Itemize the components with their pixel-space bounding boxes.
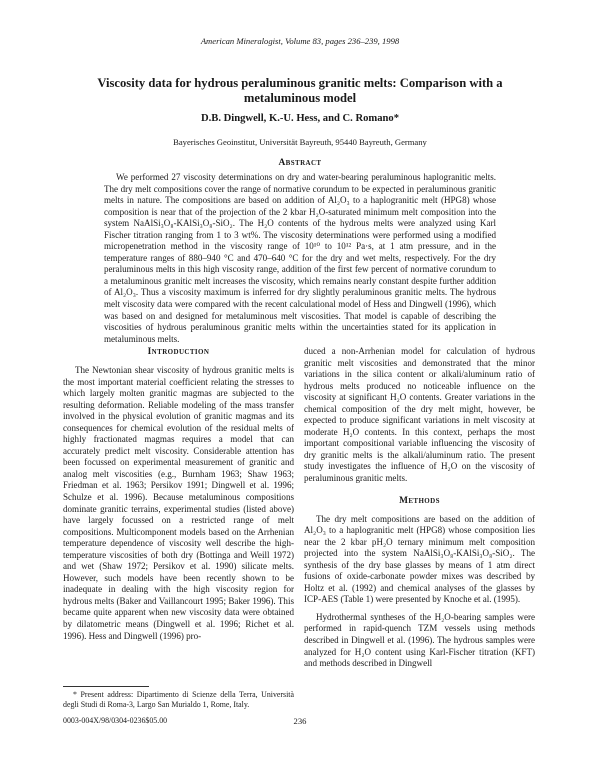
introduction-heading: Introduction	[147, 347, 210, 357]
methods-paragraph-2: Hydrothermal syntheses of the H₂O-bearing samples were performed in rapid-quench TZM vessels using methods described in Dingwell et al. (1996). The hydrous samples were analyzed for H₂O content using Karl-Fischer titration (KFT) and methods described in Dingwell	[304, 611, 535, 669]
page-number: 236	[293, 716, 307, 726]
footnote: * Present address: Dipartimento di Scienze della Terra, Università degli Studi di Roma-3, Largo San Murialdo 1, Rome, Italy.	[63, 690, 294, 709]
abstract-heading: Abstract	[278, 158, 322, 168]
introduction-continued-paragraph: duced a non-Arrhenian model for calculation of hydrous granitic melt viscosities and demonstrated that the minor variations in the silica content or alkali/aluminum ratio of hydrous melts produced no noticeable influence on the viscosity at significant H₂O contents. Greater variations in the chemical composition of the dry melt might, however, be expected to produce significant variations in melt viscosity at moderate H₂O contents. In this context, perhaps the most important compositional variable influencing the viscosity of dry granitic melts is the alkali/aluminum ratio. The present study investigates the influence of H₂O on the viscosity of peraluminous granitic melts.	[304, 346, 535, 484]
methods-paragraph-1: The dry melt compositions are based on the addition of Al₂O₃ to a haplogranitic melt (HPG8) whose composition lies near the 2 kbar pH₂O ternary minimum melt composition projected into the system NaAlSi₃O₈-KAlSi₃O₈-SiO₂. The synthesis of the dry base glasses by means of 1 atm direct fusions of oxide-carbonate powder mixes was described by Holtz et al. (1992) and chemical analyses of the glasses by ICP-AES (Table 1) were presented by Knoche et al. (1995).	[304, 513, 535, 605]
journal-header: American Mineralogist, Volume 83, pages 236–239, 1998	[200, 36, 400, 46]
author-list: D.B. Dingwell, K.-U. Hess, and C. Romano*	[200, 113, 400, 124]
footnote-divider	[63, 686, 149, 687]
copyright-line: 0003-004X/98/0304-0236$05.00	[63, 716, 168, 725]
author-affiliation: Bayerisches Geoinstitut, Universität Bayreuth, 95440 Bayreuth, Germany	[173, 137, 427, 147]
methods-heading: Methods	[399, 495, 440, 506]
article-title: Viscosity data for hydrous peraluminous granitic melts: Comparison with a metaluminous model	[97, 76, 503, 105]
right-column	[304, 346, 535, 670]
abstract-text: We performed 27 viscosity determinations on dry and water-bearing peraluminous haplogranitic melts. The dry melt compositions cover the range of normative corundum to be expected in peraluminous granitic melts in nature. The compositions are based on addition of Al₂O₃ to a haplogranitic melt (HPG8) whose composition is near that of the projection of the 2 kbar H₂O-saturated minimum melt composition into the system NaAlSi₃O₈-KAlSi₃O₈-SiO₂. The H₂O contents of the hydrous melts were analyzed using Karl Fischer titration ranging from 1 to 3 wt%. The viscosity determinations were performed using a modified micropenetration method in the viscosity range of 10¹⁰ to 10¹² Pa·s, at 1 atm pressure, and in the temperature ranges of 880–940 °C and 470–640 °C for the dry and wet melts, respectively. For the dry peraluminous melts in this high viscosity range, addition of the first few percent of normative corundum to a metaluminous granitic melt increases the viscosity, which remains nearly constant despite further addition of Al₂O₃. Thus a viscosity maximum is inferred for dry slightly peraluminous granitic melts. The hydrous melt viscosity data were compared with the recent calculational model of Hess and Dingwell (1996), which was based on and designed for metaluminous melt viscosities. That model is capable of describing the viscosities of hydrous peraluminous granitic melts within the uncertainties stated for its application in metaluminous melts.	[104, 172, 496, 344]
introduction-paragraph: The Newtonian shear viscosity of hydrous granitic melts is the most important material coefficient relating the stresses to which largely molten granitic magmas are subjected to the resulting deformation. Reliable modeling of the mass transfer involved in the physical evolution of granitic magmas and its consequences for chemical evolution of the residual melts of highly fractionated magmas requires a model that can accurately predict melt viscosity. Considerable attention has been focussed on experimental measurement of granitic and analog melt viscosities (e.g., Burnham 1963; Shaw 1963; Friedman et al. 1963; Persikov 1991; Dingwell et al. 1996; Schulze et al. 1996). Because metaluminous compositions dominate granitic terrains, experimental studies (listed above) have largely focussed on a restricted range of melt compositions. Multicomponent models based on the Arrhenian temperature dependence of viscosity well describe the high-temperature viscosities of both dry (Bottinga and Weill 1972) and wet (Shaw 1972; Persikov et al. 1990) silicate melts. However, such models have been recently shown to be inadequate in dealing with the high viscosity region for hydrous melts (Baker and Vaillancourt 1995; Baker 1996). This became quite apparent when new viscosity data were obtained by dilatometric means (Dingwell et al. 1996; Richet et al. 1996). Hess and Dingwell (1996) pro-	[63, 365, 294, 641]
left-column	[63, 346, 294, 642]
